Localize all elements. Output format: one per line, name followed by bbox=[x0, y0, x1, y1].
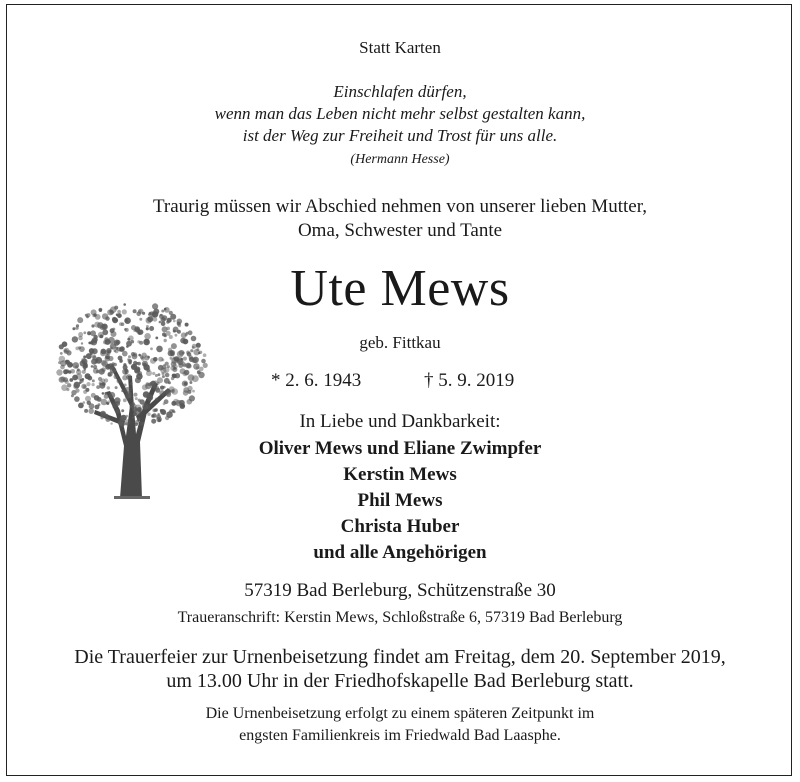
header-statt-karten: Statt Karten bbox=[359, 38, 441, 57]
death-date: † 5. 9. 2019 bbox=[424, 370, 515, 391]
quote-line: wenn man das Leben nicht mehr selbst gestalten kann, bbox=[214, 104, 586, 123]
mourners-heading: In Liebe und Dankbarkeit: bbox=[299, 411, 501, 432]
mourning-address: Traueranschrift: Kerstin Mews, Schloßstraße 6, 57319 Bad Berleburg bbox=[177, 609, 623, 626]
mourner-name: Kerstin Mews bbox=[343, 464, 457, 485]
family-address: 57319 Bad Berleburg, Schützenstraße 30 bbox=[244, 580, 556, 601]
mourner-name: und alle Angehörigen bbox=[313, 542, 487, 563]
mourner-name: Christa Huber bbox=[340, 516, 460, 537]
quote-line: Einschlafen dürfen, bbox=[333, 82, 467, 101]
mourner-name: Oliver Mews und Eliane Zwimpfer bbox=[258, 438, 542, 459]
intro-line: Oma, Schwester und Tante bbox=[297, 220, 503, 241]
ceremony-line: Die Trauerfeier zur Urnenbeisetzung findet am Freitag, dem 20. September 2019, bbox=[74, 646, 726, 668]
burial-note-line: engsten Familienkreis im Friedwald Bad Laasphe. bbox=[239, 727, 561, 744]
quote-line: ist der Weg zur Freiheit und Trost für uns alle. bbox=[242, 126, 558, 145]
ceremony-line: um 13.00 Uhr in der Friedhofskapelle Bad Berleburg statt. bbox=[166, 670, 634, 692]
tree-icon bbox=[50, 296, 212, 502]
deceased-name: Ute Mews bbox=[290, 260, 510, 317]
mourner-name: Phil Mews bbox=[357, 490, 443, 511]
birth-name: geb. Fittkau bbox=[359, 333, 441, 352]
burial-note-line: Die Urnenbeisetzung erfolgt zu einem späteren Zeitpunkt im bbox=[205, 705, 595, 722]
intro-line: Traurig müssen wir Abschied nehmen von unserer lieben Mutter, bbox=[152, 196, 648, 217]
quote-author: (Hermann Hesse) bbox=[350, 152, 450, 167]
birth-date: * 2. 6. 1943 bbox=[271, 370, 362, 391]
